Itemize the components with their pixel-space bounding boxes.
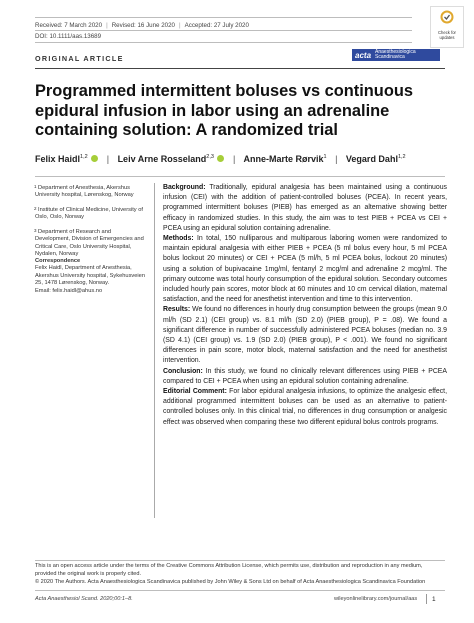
page-separator xyxy=(426,594,427,604)
abstract-background: Background: Traditionally, epidural analgesia has been maintained using a continuous infusion (CEI) with the addition of patient-controlled boluses (PCEA). In recent years, programmed intermittent boluses (PIEB) has emerged as an alternative showing better efficacy in randomized studies. In this study, the aim was to test PIEB + PCEA vs CEI + PCEA using an epidural solution containing adrenaline. xyxy=(163,184,447,232)
revised-date: Revised: 16 June 2020 xyxy=(111,22,175,29)
author-1[interactable]: Felix Haidl$^{1,2}$ xyxy=(35,154,88,164)
footer-rule xyxy=(35,590,445,591)
correspondence-line: 25, 1478 Lørenskog, Norway. xyxy=(35,280,110,287)
logo-line-1: Anaesthesiologica xyxy=(375,48,416,55)
abstract-editorial-comment: Editorial Comment: For labor epidural analgesia infusions, to optimize the analgesic effect, additional programmed intermittent boluses can be used as an alternative to patient-controlled boluses only. In this clinical trial, no differences in drug consumption or analgesic effect was observed when comparing these two different epidural bolus controls programs. xyxy=(163,388,448,426)
received-date: Received: 7 March 2020 xyxy=(35,22,103,29)
article-title: Programmed intermittent boluses vs continuous epidural infusion in labor using an adrenaline containing solution: A randomized trial xyxy=(35,82,413,139)
doi[interactable]: DOI: 10.1111/aas.13689 xyxy=(35,33,102,40)
abstract-methods: Methods: In total, 150 nulliparous and multiparous laboring women were randomized to maintain epidural analgesia with either PIEB + PCEA (5 ml bolus every hour, 5 ml PCEA bolus lockout 20 minutes) or CEI + PCEA (5 ml/h, 5 ml PCEA bolus, lockout 20 minutes) using a solution of bupivacaine 1mg/ml, fentanyl 2 mcg/ml and adrenaline 2 mcg/ml. The primary outcome was total hourly consumption of the epidural solution. Secondary outcomes included hourly pain scores, motor block at 60 minutes and 10 cm cervical dilation, maternal satisfaction, and the need for anesthetist intervention and time to this intervention. xyxy=(163,235,447,304)
copyright-note: © 2020 The Authors. Acta Anaesthesiologica Scandinavica published by John Wiley & Sons Ltd on behalf of Acta Anaesthesiologica Scandinavica Foundation xyxy=(35,579,426,585)
check-for-updates-badge[interactable] xyxy=(430,6,464,48)
correspondence-email[interactable]: Email: felix.haidl@ahus.no xyxy=(35,287,103,294)
affiliation-2: 2 Institute of Clinical Medicine, University of Oslo, Oslo, Norway xyxy=(34,206,143,221)
received-dates: Received: 7 March 2020 | Revised: 16 June 2020 | Accepted: 27 July 2020 xyxy=(35,22,249,29)
correspondence-line: Felix Haidl, Department of Anesthesia, xyxy=(35,265,132,272)
author-3[interactable]: Anne-Marte Rørvik$^1$ xyxy=(243,154,327,164)
abstract-results: Results: We found no differences in hourly drug consumption between the groups (mean 9.0 ml/h (SD 2.1) (CEI group) vs. 8.1 ml/h (SD 2.0) (PIEB group), P = .08). We found a significant difference in number of successfully administered PCEA boluses (median no. 3.9 (SD 4.1) (CEI group) vs. 1.9 (SD 2.0) (PIEB group), P < .001). We found no significant differences in pain score, motor block, maternal satisfaction and the need for anesthetist intervention. xyxy=(163,306,447,365)
top-rule xyxy=(35,17,412,18)
author-list: Felix Haidl$^{1,2}$ | Leiv Arne Rosseland$^{2,3}$ | Anne-Marte Rørvik$^1$ | Vegard Dahl$^{1,2}$ xyxy=(35,154,406,164)
affiliation-1: 1 Department of Anesthesia, Akershus University hospital, Lørenskog, Norway xyxy=(34,184,134,199)
title-top-rule xyxy=(35,68,445,69)
orcid-icon[interactable] xyxy=(217,155,224,162)
badge-text-2: updates xyxy=(439,35,455,40)
top-rule-2 xyxy=(35,30,412,31)
orcid-icon[interactable] xyxy=(91,155,98,162)
top-rule-3 xyxy=(35,42,412,43)
footnote-rule xyxy=(35,560,445,561)
correspondence-heading: Correspondence xyxy=(35,258,81,264)
authors-bottom-rule xyxy=(35,176,445,177)
article-type: ORIGINAL ARTICLE xyxy=(35,54,124,63)
journal-citation: Acta Anaesthesiol Scand. 2020;00:1–8. xyxy=(35,596,133,602)
journal-url[interactable]: wileyonlinelibrary.com/journal/aas xyxy=(334,596,418,602)
license-note: This is an open access article under the terms of the Creative Commons Attribution License, which permits use, distribution and reproduction in any medium, provided the original work is properly cited. xyxy=(35,563,423,577)
accepted-date: Accepted: 27 July 2020 xyxy=(184,22,249,29)
abstract-conclusion: Conclusion: In this study, we found no clinically relevant differences using PIEB + PCEA compared to CEI + PCEA when using an epidural solution containing adrenaline. xyxy=(163,367,447,385)
correspondence-line: Akershus University hospital, Sykehusveien xyxy=(35,272,146,279)
correspondence xyxy=(35,258,145,295)
logo-acta-text: acta xyxy=(355,50,372,60)
author-2[interactable]: Leiv Arne Rosseland$^{2,3}$ xyxy=(117,154,214,164)
abstract xyxy=(154,183,447,518)
journal-logo xyxy=(352,49,440,61)
author-4[interactable]: Vegard Dahl$^{1,2}$ xyxy=(345,154,406,164)
affiliation-3: 3 Department of Research and Development, Division of Emergencies and Critical Care, Oslo University Hospital, Nydalen, Norway xyxy=(34,228,144,258)
badge-text-1: Check for xyxy=(438,30,456,35)
logo-line-2: Scandinavica xyxy=(375,54,405,60)
page-number: 1 xyxy=(432,596,436,603)
crossmark-icon xyxy=(440,10,454,24)
